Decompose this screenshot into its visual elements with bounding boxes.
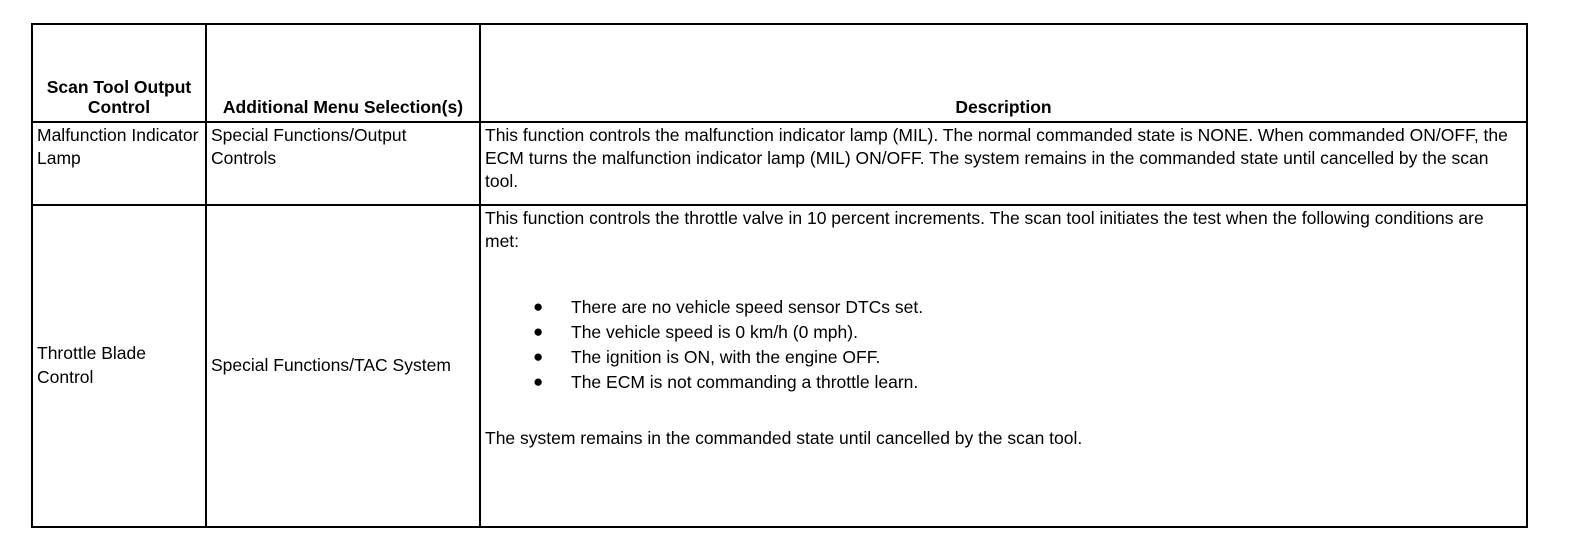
list-item (533, 345, 1518, 370)
cell-menu-selection: Special Functions/Output Controls (206, 122, 480, 205)
bullet-icon: ● (533, 372, 544, 392)
list-item (533, 320, 1518, 345)
condition-text: The ignition is ON, with the engine OFF. (571, 347, 881, 368)
table-header-row (32, 24, 1527, 122)
cell-description: This function controls the malfunction indicator lamp (MIL). The normal commanded state is NONE. When commanded ON/OFF, the ECM turns the malfunction indicator lamp (MIL) ON/OFF. The system remains in the commanded state until cancelled by the scan tool. (480, 122, 1527, 205)
list-item (533, 295, 1518, 320)
header-menu-selection: Additional Menu Selection(s) (206, 24, 480, 122)
table-row (32, 122, 1527, 205)
output-control-table (31, 23, 1528, 528)
bullet-icon: ● (533, 297, 544, 317)
list-item (533, 370, 1518, 395)
cell-output-control: Malfunction Indicator Lamp (32, 122, 206, 205)
cell-menu-selection: Special Functions/TAC System (206, 205, 480, 527)
cell-description (480, 205, 1527, 527)
conditions-list (485, 295, 1518, 395)
condition-text: The vehicle speed is 0 km/h (0 mph). (571, 322, 858, 343)
description-intro: This function controls the throttle valve in 10 percent increments. The scan tool initiates the test when the following conditions are met: (485, 208, 1484, 252)
description-outro: The system remains in the commanded state until cancelled by the scan tool. (485, 428, 1083, 449)
header-output-control: Scan Tool Output Control (32, 24, 206, 122)
condition-text: There are no vehicle speed sensor DTCs set. (571, 297, 924, 318)
bullet-icon: ● (533, 347, 544, 367)
table-row (32, 205, 1527, 527)
header-description: Description (480, 24, 1527, 122)
bullet-icon: ● (533, 322, 544, 342)
cell-output-control: Throttle Blade Control (32, 205, 206, 527)
condition-text: The ECM is not commanding a throttle learn. (571, 372, 919, 393)
